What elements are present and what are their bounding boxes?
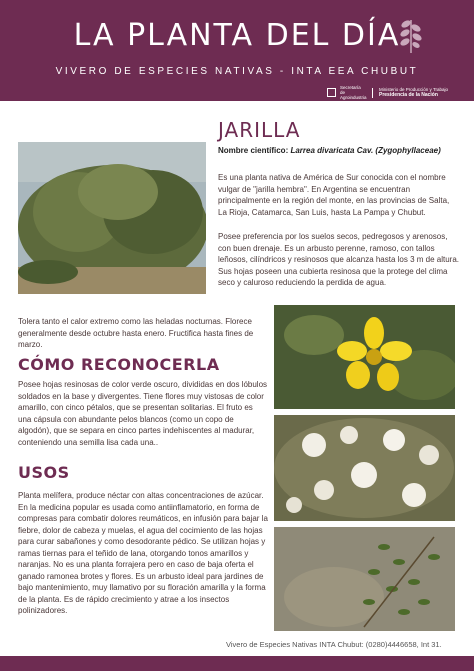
logo2-text (379, 87, 448, 98)
uses-heading: USOS (18, 463, 70, 482)
agroindustria-logo-icon (327, 88, 336, 97)
fruit-photo (274, 415, 455, 521)
leaves-photo (274, 527, 455, 631)
leaf-sprig-icon (396, 16, 426, 54)
institution-logos (327, 85, 448, 100)
logo2-line1: Ministerio de Producción y Trabajo (379, 87, 449, 92)
logo-divider (372, 88, 373, 98)
tolerance-paragraph: Tolera tanto el calor extremo como las heladas nocturnas. Florece generalmente desde octubre hasta enero. Fructifica hasta fines de marzo. (18, 317, 254, 349)
uses-paragraph: Planta melífera, produce néctar con altas concentraciones de azúcar. En la medicina popular es usada como antiinflamatorio, en forma de compresas para combatir dolores reumáticos, en infusión para bajar la fiebre, dolor de cabeza y muelas, el agua del cocimiento de las hojas para curar sabañones y como desodorante pédico. Se utilizan hojas y ramas tiernas para el teñido de lana, otorgando tonos amarillos y naranjas. No es una planta forrajera pero en caso de baja oferta el ganado ramonea brotes y flores. Es un arbusto ideal para jardines de bajo mantenimiento, muy llamativo por su floración amarilla y la forma de la planta. Es de rápido crecimiento y atrae a los insectos polinizadores. (18, 491, 268, 615)
shrub-photo (18, 142, 206, 294)
recognize-paragraph: Posee hojas resinosas de color verde oscuro, divididas en dos lóbulos soldados en la base y divergentes. Tiene flores muy vistosas de color amarillo, con cinco pétalos, que se presentan solitarias. El fruto es una cápsula con abundante pelos blancos (como un copo de algodón), que se separa en cinco partes indehiscentes al madurar, conteniendo una semilla lisa cada una.. (18, 380, 268, 447)
plant-name: JARILLA (218, 118, 301, 142)
page-title: LA PLANTA DEL DÍA (73, 18, 401, 53)
footer-contact: Vivero de Especies Nativas INTA Chubut: (0280)4446658, Int 31. (226, 640, 442, 649)
scientific-label: Nombre científico: (218, 146, 289, 155)
intro-paragraph: Es una planta nativa de América de Sur conocida con el nombre vulgar de "jarilla hembra". En Argentina se encuentran principalmente en la región del monte, en las provincias de Salta, La Rioja, Catamarca, San Luis, hasta La Pampa y Chubut. (218, 173, 450, 217)
page-subtitle: VIVERO DE ESPECIES NATIVAS - INTA EEA CHUBUT (55, 66, 419, 77)
recognize-heading: CÓMO RECONOCERLA (18, 355, 220, 374)
scientific-name: Larrea divaricata Cav. (Zygophyllaceae) (290, 146, 441, 155)
habitat-paragraph: Posee preferencia por los suelos secos, pedregosos y arenosos, con buen drenaje. Es un arbusto perenne, ramoso, con tallos leñosos, cilíndricos y resinosos que alcanza hasta los 3 m de altura. Sus hojas poseen una cubierta resinosa que la protege del clima seco y caluroso reduciendo la perdida de agua. (218, 232, 460, 287)
scientific-name-line (218, 146, 458, 155)
footer-bar (0, 656, 474, 671)
logo1-label: Secretaría de Agroindustria (340, 85, 367, 100)
header-banner (0, 0, 474, 101)
flower-photo (274, 305, 455, 409)
logo2-line2: Presidencia de la Nación (379, 92, 438, 98)
